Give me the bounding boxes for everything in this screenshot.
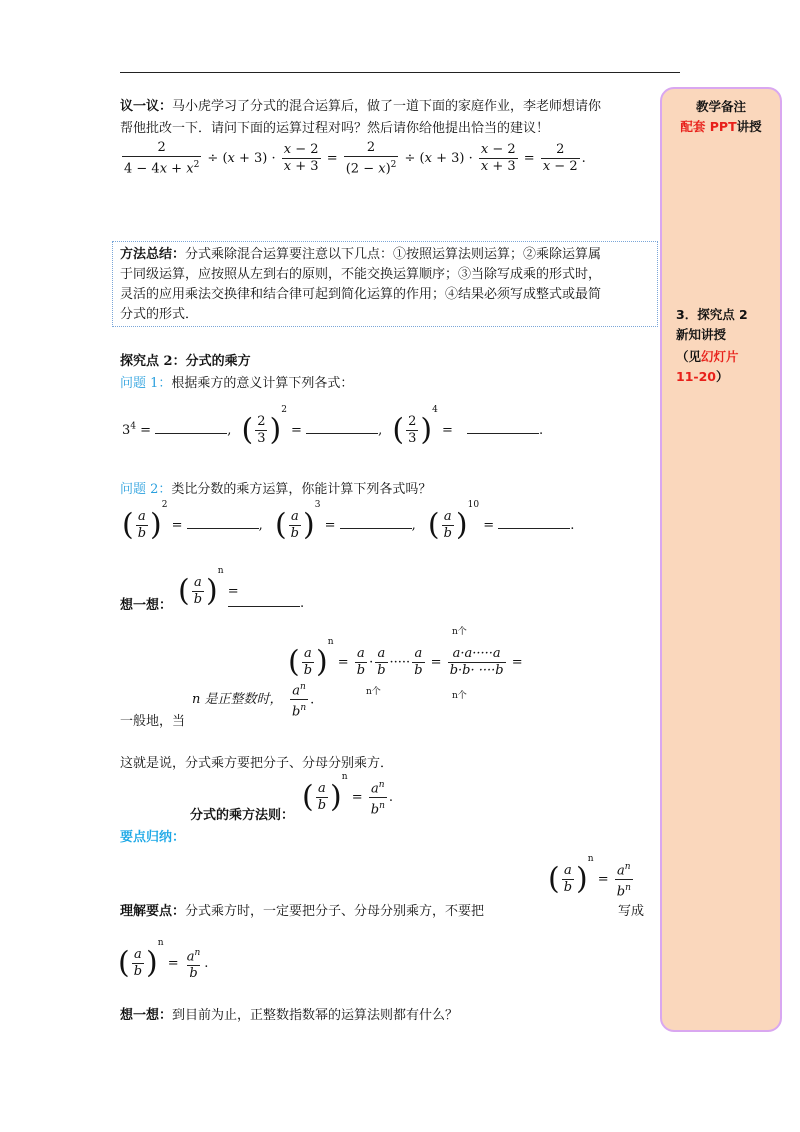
question-1: 问题 1：根据乘方的意义计算下列各式： bbox=[120, 376, 354, 391]
rule-label: 分式的乘方法则： bbox=[190, 808, 295, 823]
question-2: 问题 2：类比分数的乘方运算，你能计算下列各式吗？ bbox=[120, 482, 432, 497]
think-blank: . bbox=[228, 592, 304, 611]
understand-text: 理解要点：分式乘方时，一定要把分子、分母分别乘方，不要把 bbox=[120, 904, 485, 919]
general-text: 一般地，当 bbox=[120, 714, 186, 729]
header-rule bbox=[120, 72, 680, 73]
notes-subtitle: 配套 PPT讲授 bbox=[680, 119, 762, 134]
n-count-bottom-right: n个 bbox=[452, 691, 467, 701]
explore-heading: 探究点 2：分式的乘方 bbox=[120, 354, 251, 369]
key-points-label: 要点归纳： bbox=[120, 830, 186, 845]
discuss-equation: $\frac{2}{4 - 4x + x^2}$ ÷ (x + 3) · $\frac{x - 2}{x + 3}$ = $\frac{2}{(2 - x)^2}$ ÷ (x + 3) · $\frac{x - 2}{x + 3}$ = $\frac{2}{x - 2}$ . bbox=[124, 140, 586, 177]
think2: 想一想：到目前为止，正整数指数幂的运算法则都有什么？ bbox=[120, 1008, 459, 1023]
n-count-bottom-left: n个 bbox=[366, 687, 381, 697]
method-summary-text: 方法总结：分式乘除混合运算要注意以下几点：①按照运算法则运算；②乘除运算属 于同级运算，应按照从左到右的原则，不能交换运算顺序；③当除写成乘的形式时， 灵活的应用乘法交换律和结合律可起到简化运算的作用；④结果必须写成整式或最简 分式的形式． bbox=[120, 247, 602, 322]
notes-item-line2: 新知讲授 bbox=[676, 327, 727, 342]
understand-expression: ( $\frac{a}{b}$ )$^n$ = $\frac{a^n}{b^n}$ bbox=[548, 854, 631, 900]
n-integer-text: n 是正整数时， bbox=[192, 692, 283, 707]
notes-item-line1: 3．探究点 2 bbox=[676, 307, 748, 322]
notes-item-line3: （见幻灯片 bbox=[676, 349, 739, 364]
teaching-notes-panel bbox=[660, 87, 782, 1032]
rule-expression: ( $\frac{a}{b}$ )$^n$ = $\frac{a^n}{b^n}$ . bbox=[302, 772, 393, 818]
think-expression: ( $\frac{a}{b}$ )$^n$ = bbox=[178, 566, 239, 609]
notes-item-line4: 11-20） bbox=[676, 369, 729, 384]
question-2-expressions: ( $\frac{a}{b}$ )$^2$ = , ( $\frac{a}{b}$ )$^3$ = , ( $\frac{a}{b}$ )$^{10}$ = . bbox=[122, 500, 575, 543]
write-as-text: 写成 bbox=[618, 904, 645, 919]
notes-title: 教学备注 bbox=[695, 99, 746, 114]
n-count-top: n个 bbox=[452, 627, 467, 637]
power-derivation: ( $\frac{a}{b}$ )$^n$ = $\frac{a}{b}$ · $\frac{a}{b}$ ····· $\frac{a}{b}$ = $\frac{a\cdot a\cdot\cdot\cdot\cdot\cdot a}{b\cdot b\cdot \cdot\cdot\cdot\cdot b}$ = $\frac{a^n}{b^n}$ . bbox=[288, 637, 523, 720]
wrong-expression: ( $\frac{a}{b}$ )$^n$ = $\frac{a^n}{b}$ . bbox=[118, 938, 209, 982]
question-1-expressions: $3^4$ = , ( $\frac{2}{3}$ )$^2$ = , ( $\frac{2}{3}$ )$^4$ = . bbox=[122, 405, 544, 448]
that-is-text: 这就是说，分式乘方要把分子、分母分别乘方． bbox=[120, 756, 394, 771]
discuss-paragraph: 议一议：马小虎学习了分式的混合运算后，做了一道下面的家庭作业，李老师想请你 帮他批改一下．请问下面的运算过程对吗？然后请你给他提出恰当的建议！ bbox=[120, 99, 602, 136]
think-label: 想一想： bbox=[120, 598, 173, 613]
